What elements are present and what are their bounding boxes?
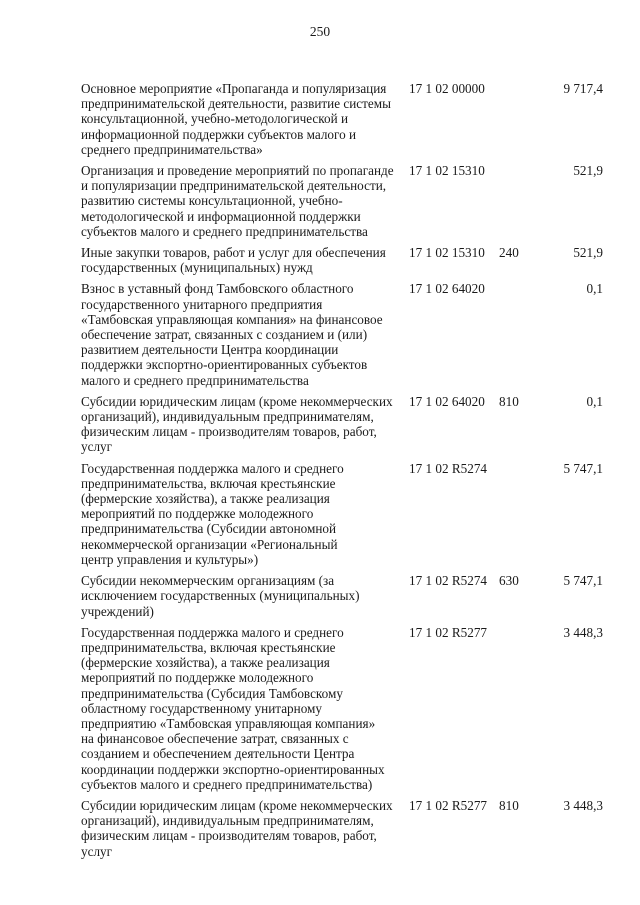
- budget-table: [81, 81, 603, 865]
- row-classification-code: 17 1 02 64020: [409, 393, 485, 409]
- row-amount: 3 448,3: [563, 797, 603, 813]
- row-classification-code: 17 1 02 64020: [409, 281, 485, 297]
- row-expense-type: 810: [499, 393, 519, 409]
- row-amount: 521,9: [573, 163, 603, 179]
- row-description: Основное мероприятие «Пропаганда и популяризация предпринимательской деятельности, развитие системы консультационной, учебно-методологической и информационной поддержки субъектов малого и среднего предпринимательства»: [81, 81, 391, 157]
- row-classification-code: 17 1 02 R5274: [409, 460, 488, 476]
- table-row: [81, 245, 603, 275]
- row-description: Государственная поддержка малого и среднего предпринимательства, включая крестьянские (фермерские хозяйства), а также реализация мероприятий по поддержке молодежного предпринимательства (Субсидии автономной некоммерческой организации «Региональный центр управления и культуры»): [81, 460, 344, 567]
- table-row: [81, 798, 603, 859]
- table-row: [81, 163, 603, 239]
- row-description: Государственная поддержка малого и среднего предпринимательства, включая крестьянские (фермерские хозяйства), а также реализация мероприятий по поддержке молодежного предпринимательства (Субсидия Тамбовскому областному государственному унитарному предприятию «Тамбовская управляющая компания» на финансовое обеспечение затрат, связанных с созданием и обеспечением деятельности Центра координации поддержки экспортно-ориентированных субъектов малого и среднего предпринимательства): [81, 624, 385, 792]
- row-description: Субсидии юридическим лицам (кроме некоммерческих организаций), индивидуальным предпринимателям, физическим лицам - производителям товаров, работ, услуг: [81, 393, 393, 455]
- row-classification-code: 17 1 02 00000: [409, 81, 485, 96]
- row-description: Иные закупки товаров, работ и услуг для обеспечения государственных (муниципальных) нужд: [81, 245, 386, 276]
- row-classification-code: 17 1 02 15310: [409, 163, 485, 179]
- row-expense-type: 810: [499, 797, 519, 813]
- row-expense-type: 240: [499, 245, 519, 261]
- table-row: [81, 281, 603, 387]
- row-classification-code: 17 1 02 R5277: [409, 797, 488, 813]
- row-amount: 9 717,4: [563, 81, 603, 96]
- table-row: [81, 81, 603, 157]
- row-classification-code: 17 1 02 R5277: [409, 624, 488, 640]
- row-description: Субсидии некоммерческим организациям (за исключением государственных (муниципальных) учреждений): [81, 573, 360, 619]
- row-amount: 5 747,1: [563, 573, 603, 589]
- row-amount: 0,1: [586, 281, 603, 297]
- table-row: [81, 394, 603, 455]
- row-amount: 3 448,3: [563, 624, 603, 640]
- row-description: Субсидии юридическим лицам (кроме некоммерческих организаций), индивидуальным предпринимателям, физическим лицам - производителям товаров, работ, услуг: [81, 797, 393, 859]
- row-classification-code: 17 1 02 15310: [409, 245, 485, 261]
- row-amount: 5 747,1: [563, 460, 603, 476]
- row-description: Организация и проведение мероприятий по пропаганде и популяризации предпринимательской деятельности, развитию системы консультационной, учебно- методологической и информационной поддержки субъектов малого и среднего предпринимательства: [81, 163, 394, 239]
- page-number: 250: [309, 24, 331, 39]
- row-description: Взнос в уставный фонд Тамбовского областного государственного унитарного предприятия «Тамбовская управляющая компания» на финансовое обеспечение затрат, связанных с созданием и (или) развитием деятельности Центра координации поддержки экспортно-ориентированных субъектов малого и среднего предпринимательства: [81, 281, 383, 388]
- row-expense-type: 630: [499, 573, 519, 589]
- table-row: [81, 461, 603, 567]
- row-amount: 0,1: [586, 393, 603, 409]
- row-classification-code: 17 1 02 R5274: [409, 573, 488, 589]
- row-amount: 521,9: [573, 245, 603, 261]
- table-row: [81, 573, 603, 619]
- table-row: [81, 625, 603, 792]
